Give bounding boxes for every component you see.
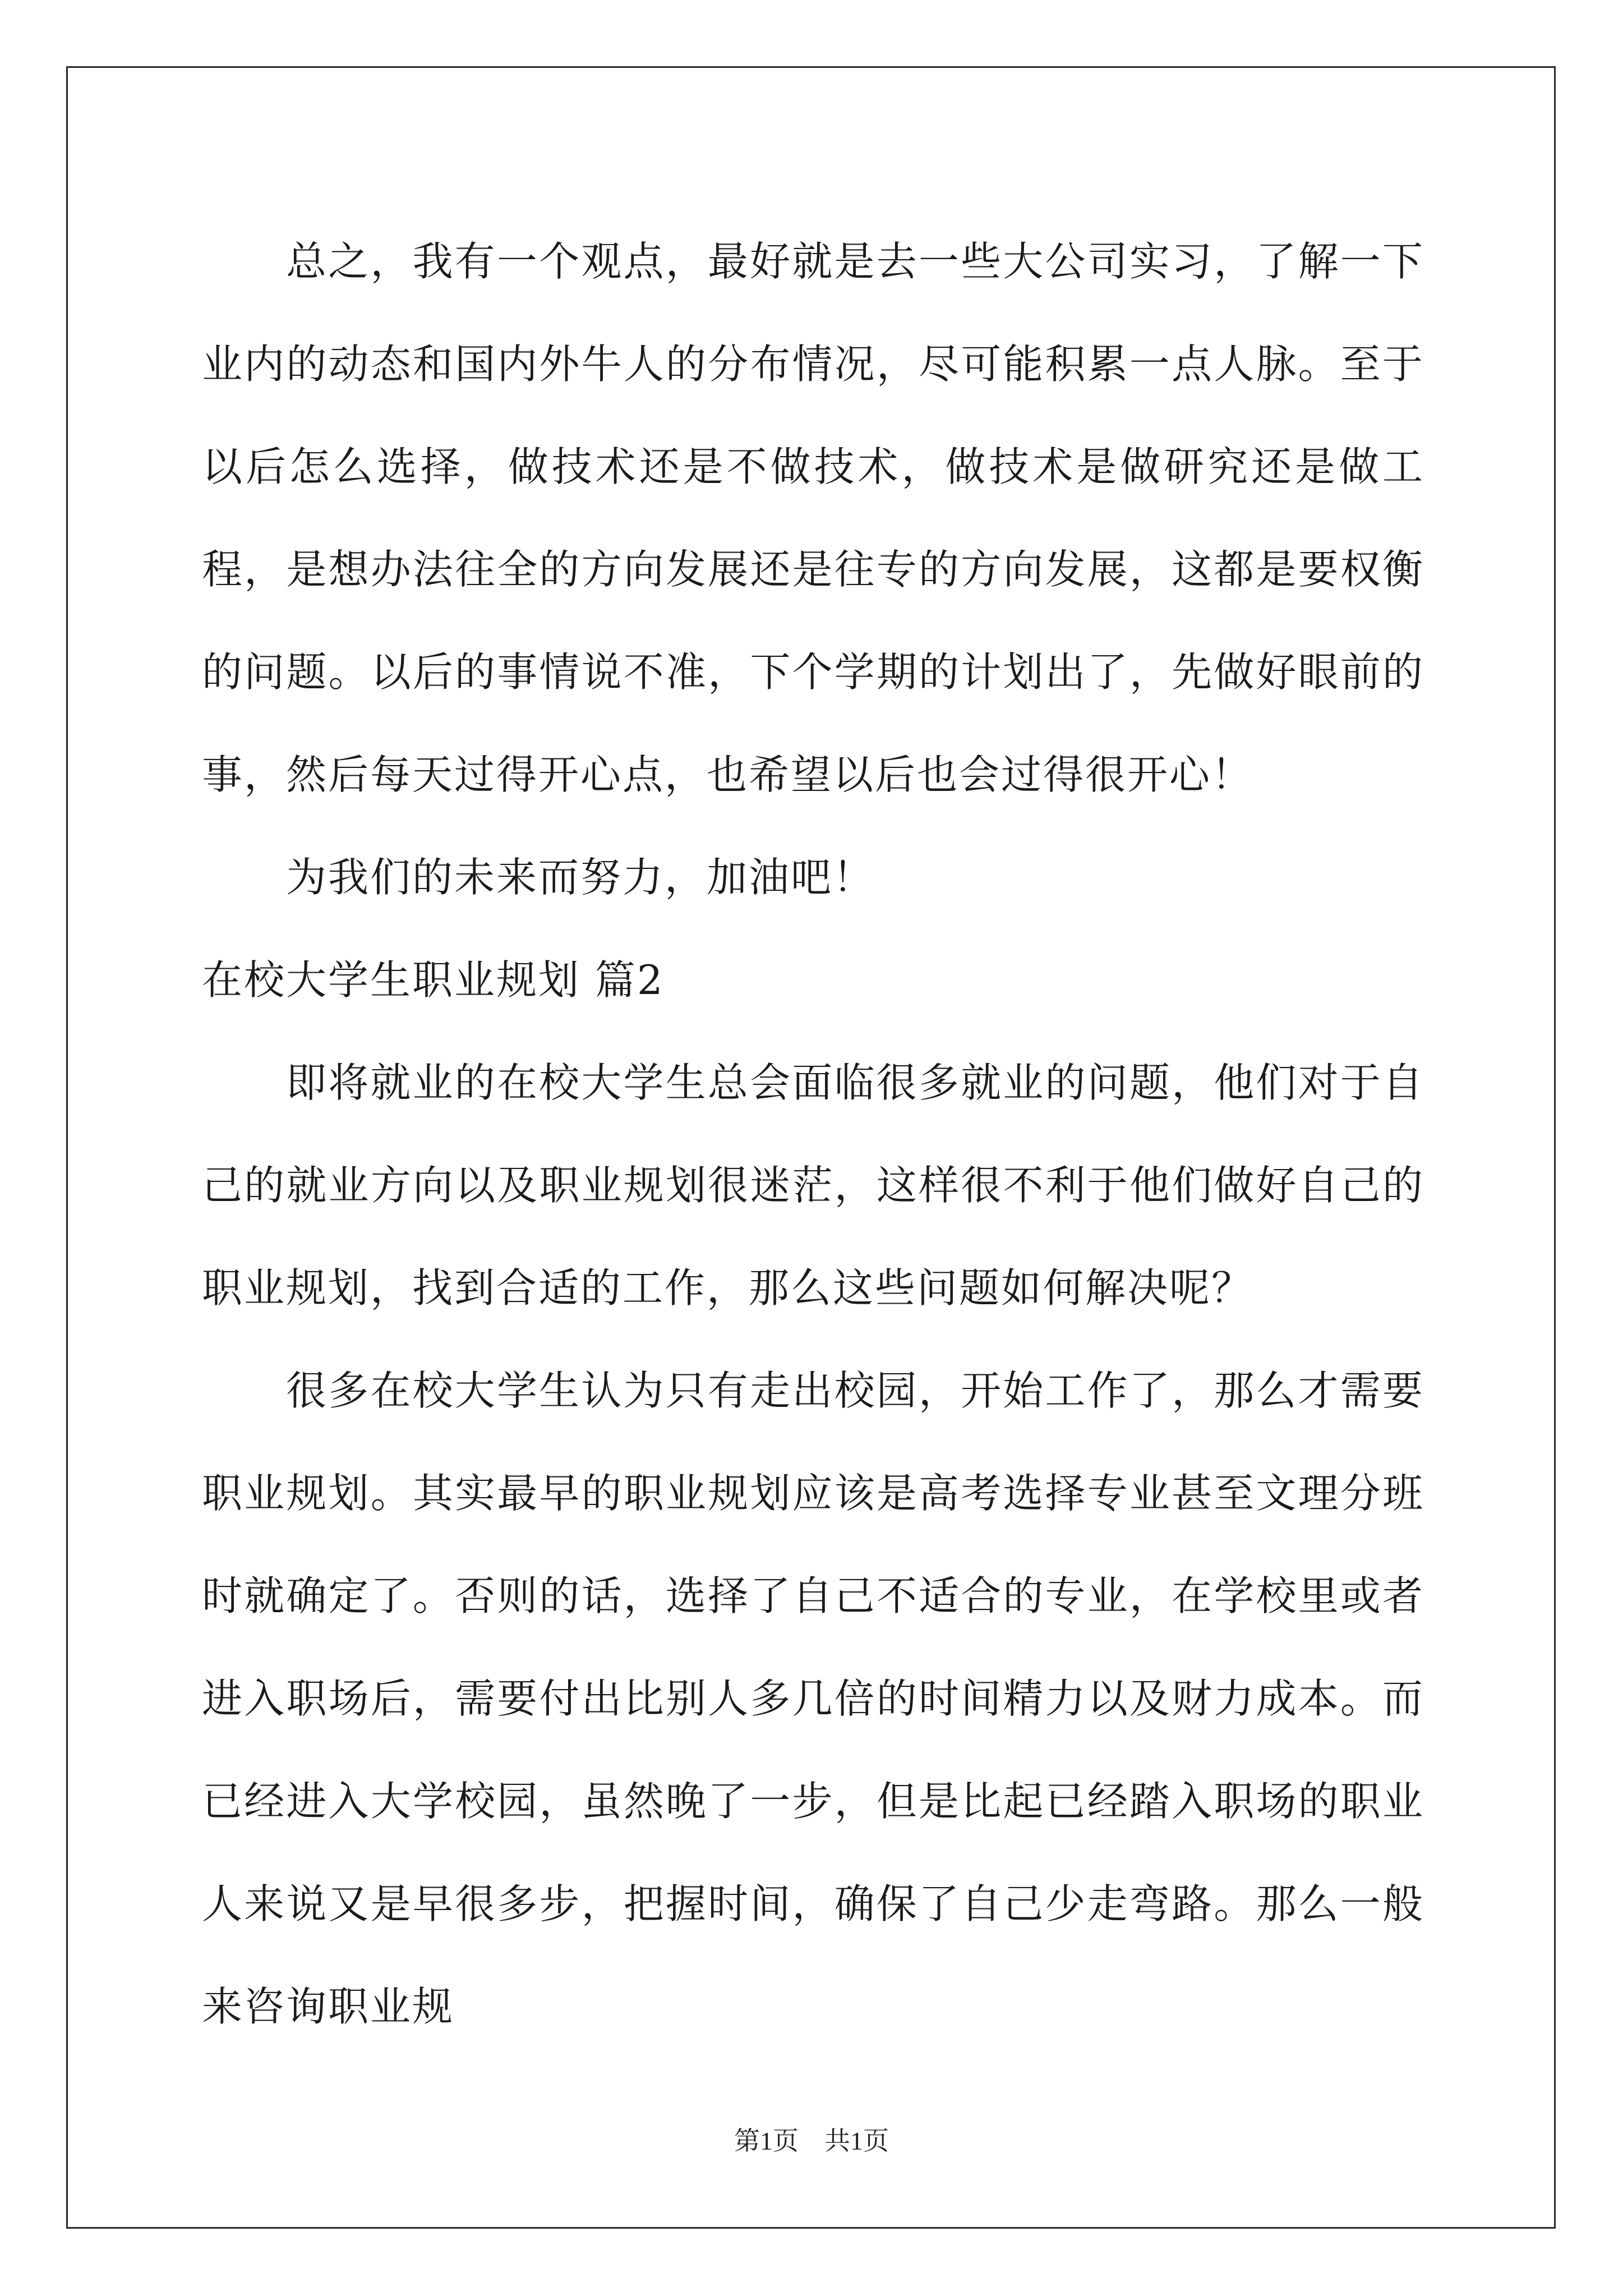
- paragraph-encouragement: 为我们的未来而努力，加油吧！: [286, 854, 875, 901]
- paragraph-intro: 即将就业的在校大学生总会面临很多就业的问题，他们对于自己的就业方向以及职业规划很迷茫，这样很不利于他们做好自己的职业规划，找到合适的工作，那么这些问题如何解决呢？: [202, 1059, 1424, 1312]
- document-body: [202, 210, 1424, 2058]
- paragraph-body: 很多在校大学生认为只有走出校园，开始工作了，那么才需要职业规划。其实最早的职业规划应该是高考选择专业甚至文理分班时就确定了。否则的话，选择了自己不适合的专业，在学校里或者进入职场后，需要付出比别人多几倍的时间精力以及财力成本。而已经进入大学校园，虽然晚了一步，但是比起已经踏入职场的职业人来说又是早很多步，把握时间，确保了自己少走弯路。那么一般来咨询职业规: [202, 1367, 1424, 2030]
- page-number: 第1页 共1页: [734, 2127, 889, 2155]
- paragraph-conclusion: 总之，我有一个观点，最好就是去一些大公司实习，了解一下业内的动态和国内外牛人的分布情况，尽可能积累一点人脉。至于以后怎么选择，做技术还是不做技术，做技术是做研究还是做工程，是想办法往全的方向发展还是往专的方向发展，这都是要权衡的问题。以后的事情说不准，下个学期的计划出了，先做好眼前的事，然后每天过得开心点，也希望以后也会过得很开心！: [202, 238, 1424, 798]
- section-heading: 在校大学生职业规划 篇2: [202, 956, 665, 1004]
